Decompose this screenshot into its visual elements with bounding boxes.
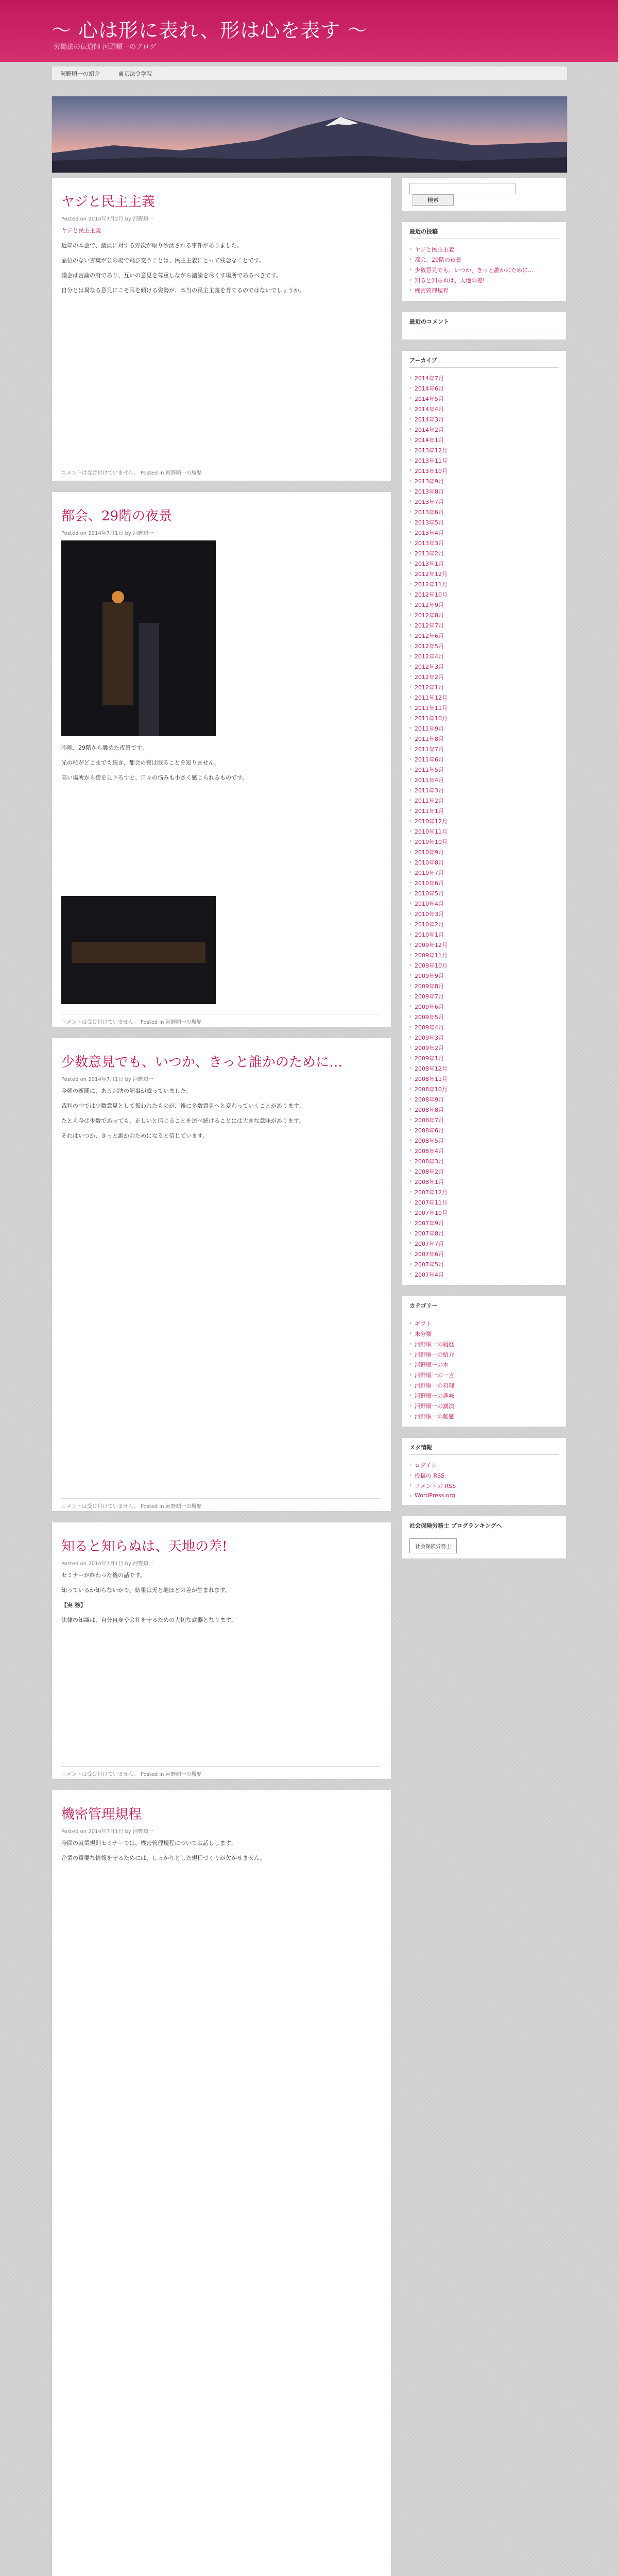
sidebar-link[interactable]: › 2011年8月 [409,734,559,744]
sidebar-link[interactable]: › 2008年2月 [409,1166,559,1177]
post-paragraph: 自分とは異なる意見にこそ耳を傾ける姿勢が、本当の民主主義を育てるのではないでしょうか。 [61,287,305,294]
sidebar-link[interactable]: › 2012年7月 [409,620,559,631]
sidebar-link[interactable]: › 2008年10月 [409,1084,559,1094]
sidebar-link[interactable]: › 少数意見でも、いつか、きっと誰かのために… [409,265,559,275]
post [52,1790,391,2576]
sidebar-link[interactable]: › 2007年8月 [409,1228,559,1239]
post-paragraph: 近年の本会で、議員に対する野次が取り沙汰される事件がありました。 [61,242,243,249]
sidebar-link[interactable]: › 2010年3月 [409,909,559,919]
sidebar-link[interactable]: › 2013年8月 [409,486,559,497]
sidebar-link[interactable]: › 2007年10月 [409,1208,559,1218]
sidebar-link[interactable]: › WordPress.org [409,1491,559,1500]
post-paragraph: たとえ今は少数であっても、正しいと信じることを述べ続けることには大きな意味があります。 [61,1117,305,1124]
sidebar-link[interactable]: › 2012年6月 [409,631,559,641]
sidebar-link[interactable]: › 河野順一の料理 [409,1380,559,1391]
sidebar-link[interactable]: › 河野順一の本 [409,1360,559,1370]
sidebar-link[interactable]: › 2012年5月 [409,641,559,651]
post-footer[interactable]: コメントは受け付けていません。 Posted in 河野順一の履歴 [61,1014,381,1028]
sidebar-link[interactable]: › 2011年2月 [409,795,559,806]
archives-list [409,373,559,1280]
sidebar-link[interactable]: › 河野順一の履歴 [409,1339,559,1349]
post-paragraph: 今回の就業規則セミナーでは、機密管理規程についてお話しします。 [61,1840,236,1846]
sidebar-link[interactable]: › 2007年4月 [409,1269,559,1280]
sidebar-link[interactable]: › 2013年4月 [409,528,559,538]
site-title[interactable]: 〜 心は形に表れ、形は心を表す 〜 [52,19,368,42]
widget-title: 最近の投稿 [409,227,559,239]
sidebar-link[interactable]: › 2013年10月 [409,466,559,476]
post-meta: Posted on 2014年7月2日 by 河野順一 [61,216,154,222]
nav-item-school[interactable]: 東京法令学院 [118,71,152,77]
sidebar-link[interactable]: › 2013年7月 [409,497,559,507]
meta-list [409,1460,559,1500]
sidebar-link[interactable]: › 河野順一の講演 [409,1401,559,1411]
sidebar-link[interactable]: › 2011年6月 [409,754,559,765]
sidebar-link[interactable]: › 2011年3月 [409,785,559,795]
sidebar-link[interactable]: › 2008年6月 [409,1125,559,1136]
sidebar-link[interactable]: › 2011年7月 [409,744,559,754]
sidebar-link[interactable]: › 2013年11月 [409,455,559,466]
sidebar-link[interactable]: › 河野順一の紹介 [409,1349,559,1360]
post-paragraph: 【実 務】 [61,1602,86,1608]
sidebar-link[interactable]: › ギフト [409,1318,559,1329]
sidebar-link[interactable]: › コメントの RSS [409,1481,559,1491]
sidebar-link[interactable]: › 2009年4月 [409,1022,559,1032]
sidebar-link[interactable]: › 河野順一の趣味 [409,1391,559,1401]
sidebar-link[interactable]: › 2011年11月 [409,703,559,713]
search-input[interactable] [409,183,516,194]
sidebar-link[interactable]: › 2014年6月 [409,383,559,394]
sidebar-link[interactable]: › 2014年3月 [409,414,559,425]
sidebar-link[interactable]: › 河野順一の雑感 [409,1411,559,1421]
sidebar-link[interactable]: › 2011年12月 [409,692,559,703]
main-nav [52,66,568,80]
widget-title: 社会保険労務士 ブログランキングへ [409,1521,559,1533]
post-footer[interactable]: コメントは受け付けていません。 Posted in 河野順一の履歴 [61,465,381,479]
sidebar-link[interactable]: › 2014年4月 [409,404,559,414]
sidebar-link[interactable]: › 2010年8月 [409,857,559,868]
search-button[interactable]: 検索 [413,194,454,206]
sidebar-link[interactable]: › 2011年9月 [409,723,559,734]
sidebar-link[interactable]: › 投稿の RSS [409,1470,559,1481]
sidebar-link[interactable]: › 2012年11月 [409,579,559,589]
sidebar-link[interactable]: › 2009年6月 [409,1002,559,1012]
post-paragraph: ヤジと民主主義 [61,227,101,234]
sidebar-link[interactable]: › ログイン [409,1460,559,1470]
sidebar-link[interactable]: › 2010年4月 [409,899,559,909]
widget-title: 最近のコメント [409,317,559,329]
sidebar-link[interactable]: › 2012年10月 [409,589,559,600]
sidebar-link[interactable]: › 2008年5月 [409,1136,559,1146]
sidebar-link[interactable]: › 2011年4月 [409,775,559,785]
widget-title: メタ情報 [409,1443,559,1455]
site-header [0,0,618,62]
sidebar-link[interactable]: › 2009年10月 [409,960,559,971]
sidebar-link[interactable]: › 2007年12月 [409,1187,559,1197]
post-meta: Posted on 2014年7月1日 by 河野順一 [61,1561,154,1567]
night-city-photo [61,540,216,736]
sidebar-link[interactable]: › 2012年4月 [409,651,559,662]
sidebar-link[interactable]: › 2010年11月 [409,826,559,837]
sidebar-link[interactable]: › 2012年9月 [409,600,559,610]
main-content [52,177,391,2576]
sidebar-link[interactable]: › 2010年6月 [409,878,559,888]
post-footer[interactable]: コメントは受け付けていません。 Posted in 河野順一の履歴 [61,1498,381,1513]
sidebar-link[interactable]: › 2008年4月 [409,1146,559,1156]
post-meta: Posted on 2014年7月1日 by 河野順一 [61,531,154,536]
post-paragraph: 法律の知識は、自分自身や会社を守るための大切な武器となります。 [61,1617,237,1623]
sidebar-link[interactable]: › 2012年8月 [409,610,559,620]
post-meta: Posted on 2014年7月1日 by 河野順一 [61,1829,154,1835]
post-paragraph: 高い場所から街を見下ろすと、日々の悩みも小さく感じられるものです。 [61,774,248,781]
sidebar-link[interactable]: › 2013年1月 [409,558,559,569]
sidebar-link[interactable]: › 2011年10月 [409,713,559,723]
post-paragraph: 今朝の新聞に、ある判決の記事が載っていました。 [61,1088,192,1094]
sidebar-link[interactable]: › 2009年9月 [409,971,559,981]
categories-list [409,1318,559,1421]
post-paragraph: 知っているか知らないかで、結果は天と地ほどの差が生まれます。 [61,1587,231,1594]
sidebar-link[interactable]: › 2014年2月 [409,425,559,435]
ranking-widget [402,1516,566,1559]
post [52,1038,391,1512]
sidebar-link[interactable]: › 2010年9月 [409,847,559,857]
sidebar-link[interactable]: › 2013年3月 [409,538,559,548]
sidebar-link[interactable]: › 2008年7月 [409,1115,559,1125]
post-title[interactable]: 機密管理規程 [61,1807,142,1822]
sidebar-link[interactable]: › 2009年3月 [409,1032,559,1043]
sidebar-link[interactable]: › 河野順一の一言 [409,1370,559,1380]
sidebar-link[interactable]: › 2009年8月 [409,981,559,991]
sidebar-link[interactable]: › 2013年6月 [409,507,559,517]
sidebar-link[interactable]: › 2009年5月 [409,1012,559,1022]
categories-widget [402,1296,566,1427]
sidebar [402,177,566,1569]
sidebar-link[interactable]: › 2014年1月 [409,435,559,445]
sidebar-link[interactable]: › 都会、29階の夜景 [409,255,559,265]
sidebar-link[interactable]: › 2012年2月 [409,672,559,682]
sidebar-link[interactable]: › ヤジと民主主義 [409,244,559,255]
post [52,492,391,1027]
nav-item-about[interactable]: 河野順一の紹介 [60,71,100,77]
post-paragraph: 光の粒がどこまでも続き、都会の夜は眠ることを知りません。 [61,759,220,766]
meta-widget [402,1437,566,1505]
sidebar-link[interactable]: › 2013年2月 [409,548,559,558]
post [52,177,391,481]
sidebar-link[interactable]: › 2008年9月 [409,1094,559,1105]
post-paragraph: 品位のない言葉が公の場で飛び交うことは、民主主義にとって残念なことです。 [61,257,265,264]
widget-title: カテゴリー [409,1301,559,1313]
sidebar-link[interactable]: › 2012年3月 [409,662,559,672]
recent-comments-widget [402,312,566,340]
recent-posts-list [409,244,559,296]
post-title[interactable]: 都会、29階の夜景 [61,509,173,524]
sidebar-link[interactable]: › 2008年8月 [409,1105,559,1115]
sidebar-link[interactable]: › 2010年12月 [409,816,559,826]
sidebar-link[interactable]: › 2007年5月 [409,1259,559,1269]
sidebar-link[interactable]: › 2010年5月 [409,888,559,899]
sidebar-link[interactable]: › 2014年7月 [409,373,559,383]
sidebar-link[interactable]: › 2011年1月 [409,806,559,816]
site-description: 労働法の伝道師 河野順一のブログ [54,43,157,51]
post-paragraph: 企業の重要な情報を守るためには、しっかりとした規程づくりが欠かせません。 [61,1855,266,1861]
sidebar-link[interactable]: › 2010年1月 [409,929,559,940]
header-banner-image [52,96,568,173]
post-footer[interactable]: コメントは受け付けていません。 Posted in 河野順一の履歴 [61,1766,381,1781]
search-widget [402,177,566,211]
sidebar-link[interactable]: › 2008年3月 [409,1156,559,1166]
post-title[interactable]: 少数意見でも、いつか、きっと誰かのために… [61,1055,343,1070]
sidebar-link[interactable]: › 2012年12月 [409,569,559,579]
post-paragraph: 昨晩、29階から眺めた夜景です。 [61,744,148,751]
sidebar-link[interactable]: › 2014年5月 [409,394,559,404]
sidebar-link[interactable]: › 2010年7月 [409,868,559,878]
night-city-photo [61,896,216,1004]
sidebar-link[interactable]: › 2007年7月 [409,1239,559,1249]
sidebar-link[interactable]: › 知ると知らぬは、天地の差! [409,275,559,285]
mountain-landscape-image [52,96,567,173]
sidebar-link[interactable]: › 2009年12月 [409,940,559,950]
sidebar-link[interactable]: › 2013年9月 [409,476,559,486]
sidebar-link[interactable]: › 2011年5月 [409,765,559,775]
widget-title: アーカイブ [409,356,559,368]
sidebar-link[interactable]: › 機密管理規程 [409,285,559,296]
sidebar-link[interactable]: › 2009年7月 [409,991,559,1002]
recent-posts-widget [402,222,566,301]
sidebar-link[interactable]: › 2012年1月 [409,682,559,692]
post-paragraph: セミナーが終わった後の話です。 [61,1572,146,1579]
ranking-banner[interactable]: 社会保険労務士 [409,1538,457,1553]
sidebar-link[interactable]: › 2009年11月 [409,950,559,960]
sidebar-link[interactable]: › 2013年12月 [409,445,559,455]
sidebar-link[interactable]: › 2009年2月 [409,1043,559,1053]
sidebar-link[interactable]: › 2010年10月 [409,837,559,847]
sidebar-link[interactable]: › 2009年1月 [409,1053,559,1063]
post-paragraph: それはいつか、きっと誰かのためになると信じています。 [61,1132,209,1139]
sidebar-link[interactable]: › 2007年9月 [409,1218,559,1228]
sidebar-link[interactable]: › 2007年11月 [409,1197,559,1208]
sidebar-link[interactable]: › 2007年6月 [409,1249,559,1259]
post-title[interactable]: 知ると知らぬは、天地の差! [61,1539,228,1554]
post-meta: Posted on 2014年7月1日 by 河野順一 [61,1077,154,1082]
sidebar-link[interactable]: › 2008年1月 [409,1177,559,1187]
post [52,1522,391,1780]
post-paragraph: 議会は言論の府であり、互いの意見を尊重しながら議論を尽くす場所であるべきです。 [61,272,282,279]
sidebar-link[interactable]: › 2008年11月 [409,1074,559,1084]
sidebar-link[interactable]: › 2010年2月 [409,919,559,929]
archives-widget [402,350,566,1285]
post-title[interactable]: ヤジと民主主義 [61,194,155,210]
sidebar-link[interactable]: › 2008年12月 [409,1063,559,1074]
post-paragraph: 裁判の中では少数意見として扱われたものが、後に多数意見へと変わっていくことがあります。 [61,1103,305,1109]
sidebar-link[interactable]: › 未分類 [409,1329,559,1339]
sidebar-link[interactable]: › 2013年5月 [409,517,559,528]
